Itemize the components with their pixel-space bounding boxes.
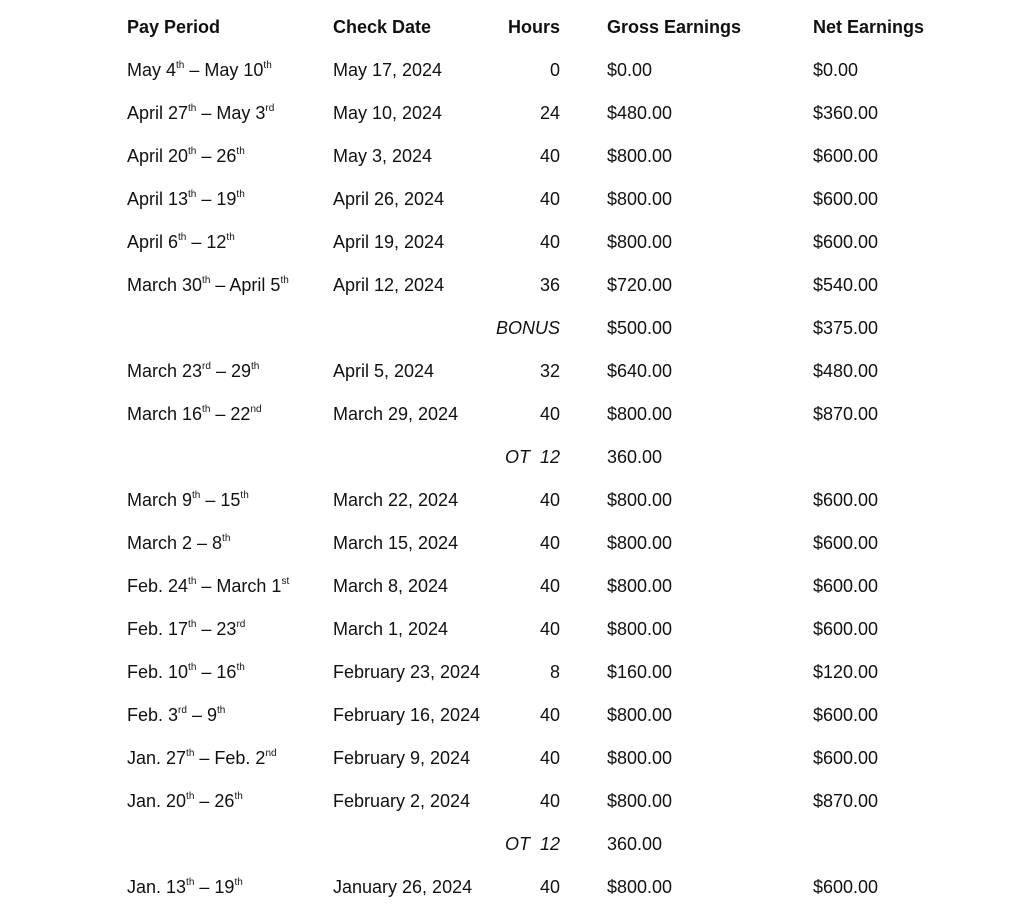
pay-period-text: – 26	[196, 146, 237, 166]
pay-period-cell	[127, 356, 259, 386]
net-earnings-cell: $600.00	[813, 189, 879, 209]
ordinal-suffix: th	[236, 662, 245, 673]
pay-period-text: Feb. 10	[127, 662, 189, 682]
check-date-cell: February 9, 2024	[333, 748, 471, 768]
ordinal-suffix: th	[236, 146, 245, 157]
check-date-cell: February 2, 2024	[333, 791, 471, 811]
gross-earnings-cell: $800.00	[607, 232, 673, 252]
ordinal-suffix: th	[236, 189, 245, 200]
check-date-cell: May 10, 2024	[333, 103, 443, 123]
gross-earnings-cell: $800.00	[607, 576, 673, 596]
net-earnings-cell: $375.00	[813, 318, 879, 338]
ordinal-suffix: th	[202, 404, 211, 415]
pay-period-text: May 4	[127, 60, 177, 80]
hours-cell: 40	[539, 189, 560, 209]
pay-period-text: – 12	[186, 232, 227, 252]
pay-period-text: March 23	[127, 361, 203, 381]
check-date-cell: April 26, 2024	[333, 189, 445, 209]
ordinal-suffix: th	[234, 791, 243, 802]
ordinal-suffix: th	[188, 619, 197, 630]
check-date-cell: March 8, 2024	[333, 576, 449, 596]
ordinal-suffix: th	[222, 533, 231, 544]
gross-earnings-cell: $800.00	[607, 748, 673, 768]
ordinal-suffix: st	[281, 576, 290, 587]
table-row	[0, 270, 1024, 300]
table-row	[0, 657, 1024, 687]
table-row	[0, 399, 1024, 429]
pay-period-text: April 20	[127, 146, 189, 166]
pay-period-text: – 19	[196, 189, 237, 209]
net-earnings-cell: $600.00	[813, 490, 879, 510]
hours-cell: 40	[539, 146, 560, 166]
header-gross-earnings: Gross Earnings	[607, 17, 742, 37]
check-date-cell: May 3, 2024	[333, 146, 433, 166]
hours-cell: BONUS	[495, 318, 560, 338]
ordinal-suffix: th	[186, 791, 195, 802]
check-date-cell: February 16, 2024	[333, 705, 481, 725]
table-row	[0, 485, 1024, 515]
header-check-date: Check Date	[333, 17, 432, 37]
table-row	[0, 55, 1024, 85]
gross-earnings-cell: $800.00	[607, 705, 673, 725]
ordinal-suffix: th	[186, 748, 195, 759]
net-earnings-cell: $120.00	[813, 662, 879, 682]
pay-period-cell	[127, 657, 245, 687]
net-earnings-cell: $870.00	[813, 404, 879, 424]
pay-period-cell	[127, 571, 289, 601]
pay-period-text: – March 1	[196, 576, 282, 596]
net-earnings-cell: $0.00	[813, 60, 859, 80]
pay-period-text: April 6	[127, 232, 179, 252]
gross-earnings-cell: $800.00	[607, 791, 673, 811]
net-earnings-cell: $540.00	[813, 275, 879, 295]
ordinal-suffix: th	[186, 877, 195, 888]
pay-period-text: Jan. 13	[127, 877, 187, 897]
ordinal-suffix: th	[192, 490, 201, 501]
pay-period-text: – 19	[194, 877, 235, 897]
header-pay-period: Pay Period	[127, 17, 221, 37]
table-row	[0, 786, 1024, 816]
ordinal-suffix: th	[216, 705, 226, 716]
header-net-earnings: Net Earnings	[813, 17, 925, 37]
gross-earnings-cell: $800.00	[607, 877, 673, 897]
net-earnings-cell: $600.00	[813, 705, 879, 725]
hours-cell: 40	[539, 619, 560, 639]
hours-cell: 24	[539, 103, 560, 123]
gross-earnings-cell: $800.00	[607, 404, 673, 424]
ordinal-suffix: nd	[265, 748, 277, 759]
table-row	[0, 528, 1024, 558]
net-earnings-cell: $600.00	[813, 533, 879, 553]
gross-earnings-cell: 360.00	[607, 834, 663, 854]
pay-period-cell	[127, 270, 289, 300]
gross-earnings-cell: $800.00	[607, 189, 673, 209]
table-header-row	[0, 12, 1024, 42]
net-earnings-cell: $600.00	[813, 232, 879, 252]
pay-period-text: March 30	[127, 275, 203, 295]
net-earnings-cell: $600.00	[813, 877, 879, 897]
pay-period-cell	[127, 55, 272, 85]
pay-period-text: – 22	[210, 404, 251, 424]
ordinal-suffix: th	[226, 232, 235, 243]
pay-period-text: – May 10	[184, 60, 264, 80]
gross-earnings-cell: $720.00	[607, 275, 673, 295]
ordinal-suffix: nd	[250, 404, 262, 415]
table-row	[0, 227, 1024, 257]
ordinal-suffix: rd	[265, 103, 275, 114]
pay-period-text: – 26	[194, 791, 235, 811]
gross-earnings-cell: $500.00	[607, 318, 673, 338]
gross-earnings-cell: $0.00	[607, 60, 653, 80]
pay-period-text: April 13	[127, 189, 189, 209]
pay-period-cell	[127, 184, 245, 214]
ordinal-suffix: th	[188, 103, 197, 114]
check-date-cell: April 19, 2024	[333, 232, 445, 252]
hours-cell: 40	[539, 791, 560, 811]
ordinal-suffix: th	[188, 189, 197, 200]
hours-cell: 40	[539, 490, 560, 510]
net-earnings-cell: $600.00	[813, 146, 879, 166]
pay-period-text: Jan. 27	[127, 748, 187, 768]
check-date-cell: May 17, 2024	[333, 60, 443, 80]
pay-period-text: March 2 – 8	[127, 533, 223, 553]
hours-cell: 40	[539, 576, 560, 596]
table-row	[0, 184, 1024, 214]
gross-earnings-cell: $800.00	[607, 619, 673, 639]
pay-period-cell	[127, 743, 277, 773]
check-date-cell: January 26, 2024	[333, 877, 473, 897]
hours-cell: 40	[539, 533, 560, 553]
header-hours: Hours	[507, 17, 560, 37]
check-date-cell: March 15, 2024	[333, 533, 459, 553]
hours-cell: OT 12	[504, 447, 560, 467]
ordinal-suffix: rd	[236, 619, 246, 630]
pay-period-cell	[127, 98, 274, 128]
pay-period-cell	[127, 528, 230, 558]
pay-period-cell	[127, 614, 245, 644]
check-date-cell: April 12, 2024	[333, 275, 445, 295]
gross-earnings-cell: $800.00	[607, 146, 673, 166]
check-date-cell: April 5, 2024	[333, 361, 435, 381]
hours-cell: 0	[549, 60, 560, 80]
pay-period-cell	[127, 872, 243, 902]
gross-earnings-cell: $800.00	[607, 533, 673, 553]
ordinal-suffix: th	[202, 275, 211, 286]
pay-period-text: Jan. 20	[127, 791, 187, 811]
ordinal-suffix: th	[176, 60, 185, 71]
pay-period-text: – 9	[186, 705, 217, 725]
pay-period-text: March 9	[127, 490, 193, 510]
hours-cell: OT 12	[504, 834, 560, 854]
table-row	[0, 700, 1024, 730]
ordinal-suffix: rd	[202, 361, 211, 372]
ordinal-suffix: th	[240, 490, 249, 501]
net-earnings-cell: $480.00	[813, 361, 879, 381]
pay-period-cell	[127, 786, 243, 816]
hours-cell: 40	[539, 705, 560, 725]
table-row	[0, 141, 1024, 171]
ordinal-suffix: th	[280, 275, 289, 286]
pay-period-text: Feb. 3	[127, 705, 179, 725]
hours-cell: 40	[539, 404, 560, 424]
pay-period-cell	[127, 399, 262, 429]
check-date-cell: March 1, 2024	[333, 619, 449, 639]
ordinal-suffix: rd	[178, 705, 187, 716]
hours-cell: 36	[539, 275, 560, 295]
gross-earnings-cell: $640.00	[607, 361, 673, 381]
check-date-cell: February 23, 2024	[333, 662, 481, 682]
pay-period-cell	[127, 700, 225, 730]
hours-cell: 40	[539, 877, 560, 897]
pay-period-cell	[127, 227, 235, 257]
pay-period-text: March 16	[127, 404, 203, 424]
hours-cell: 40	[539, 232, 560, 252]
ordinal-suffix: th	[188, 662, 197, 673]
pay-period-text: – 16	[196, 662, 237, 682]
gross-earnings-cell: $800.00	[607, 490, 673, 510]
pay-period-text: Feb. 24	[127, 576, 189, 596]
table-row	[0, 442, 1024, 472]
pay-period-cell	[127, 141, 245, 171]
ordinal-suffix: th	[188, 146, 197, 157]
table-row	[0, 614, 1024, 644]
pay-period-text: – 15	[200, 490, 241, 510]
table-row	[0, 743, 1024, 773]
pay-period-text: – 23	[196, 619, 237, 639]
table-row	[0, 356, 1024, 386]
pay-period-text: April 27	[127, 103, 189, 123]
pay-period-text: – Feb. 2	[194, 748, 266, 768]
pay-period-cell	[127, 485, 249, 515]
hours-cell: 40	[539, 748, 560, 768]
gross-earnings-cell: 360.00	[607, 447, 663, 467]
check-date-cell: March 22, 2024	[333, 490, 459, 510]
table-row	[0, 829, 1024, 859]
table-row	[0, 571, 1024, 601]
pay-period-text: – April 5	[210, 275, 281, 295]
ordinal-suffix: th	[251, 361, 260, 372]
table-row	[0, 872, 1024, 902]
net-earnings-cell: $600.00	[813, 576, 879, 596]
pay-period-text: – May 3	[196, 103, 266, 123]
ordinal-suffix: th	[263, 60, 272, 71]
ordinal-suffix: th	[178, 232, 187, 243]
ordinal-suffix: th	[234, 877, 243, 888]
ordinal-suffix: th	[188, 576, 197, 587]
pay-period-text: Feb. 17	[127, 619, 189, 639]
net-earnings-cell: $870.00	[813, 791, 879, 811]
net-earnings-cell: $600.00	[813, 619, 879, 639]
gross-earnings-cell: $160.00	[607, 662, 673, 682]
table-row	[0, 313, 1024, 343]
check-date-cell: March 29, 2024	[333, 404, 459, 424]
pay-period-text: – 29	[210, 361, 251, 381]
hours-cell: 32	[539, 361, 560, 381]
net-earnings-cell: $360.00	[813, 103, 879, 123]
gross-earnings-cell: $480.00	[607, 103, 673, 123]
net-earnings-cell: $600.00	[813, 748, 879, 768]
table-row	[0, 98, 1024, 128]
hours-cell: 8	[549, 662, 560, 682]
